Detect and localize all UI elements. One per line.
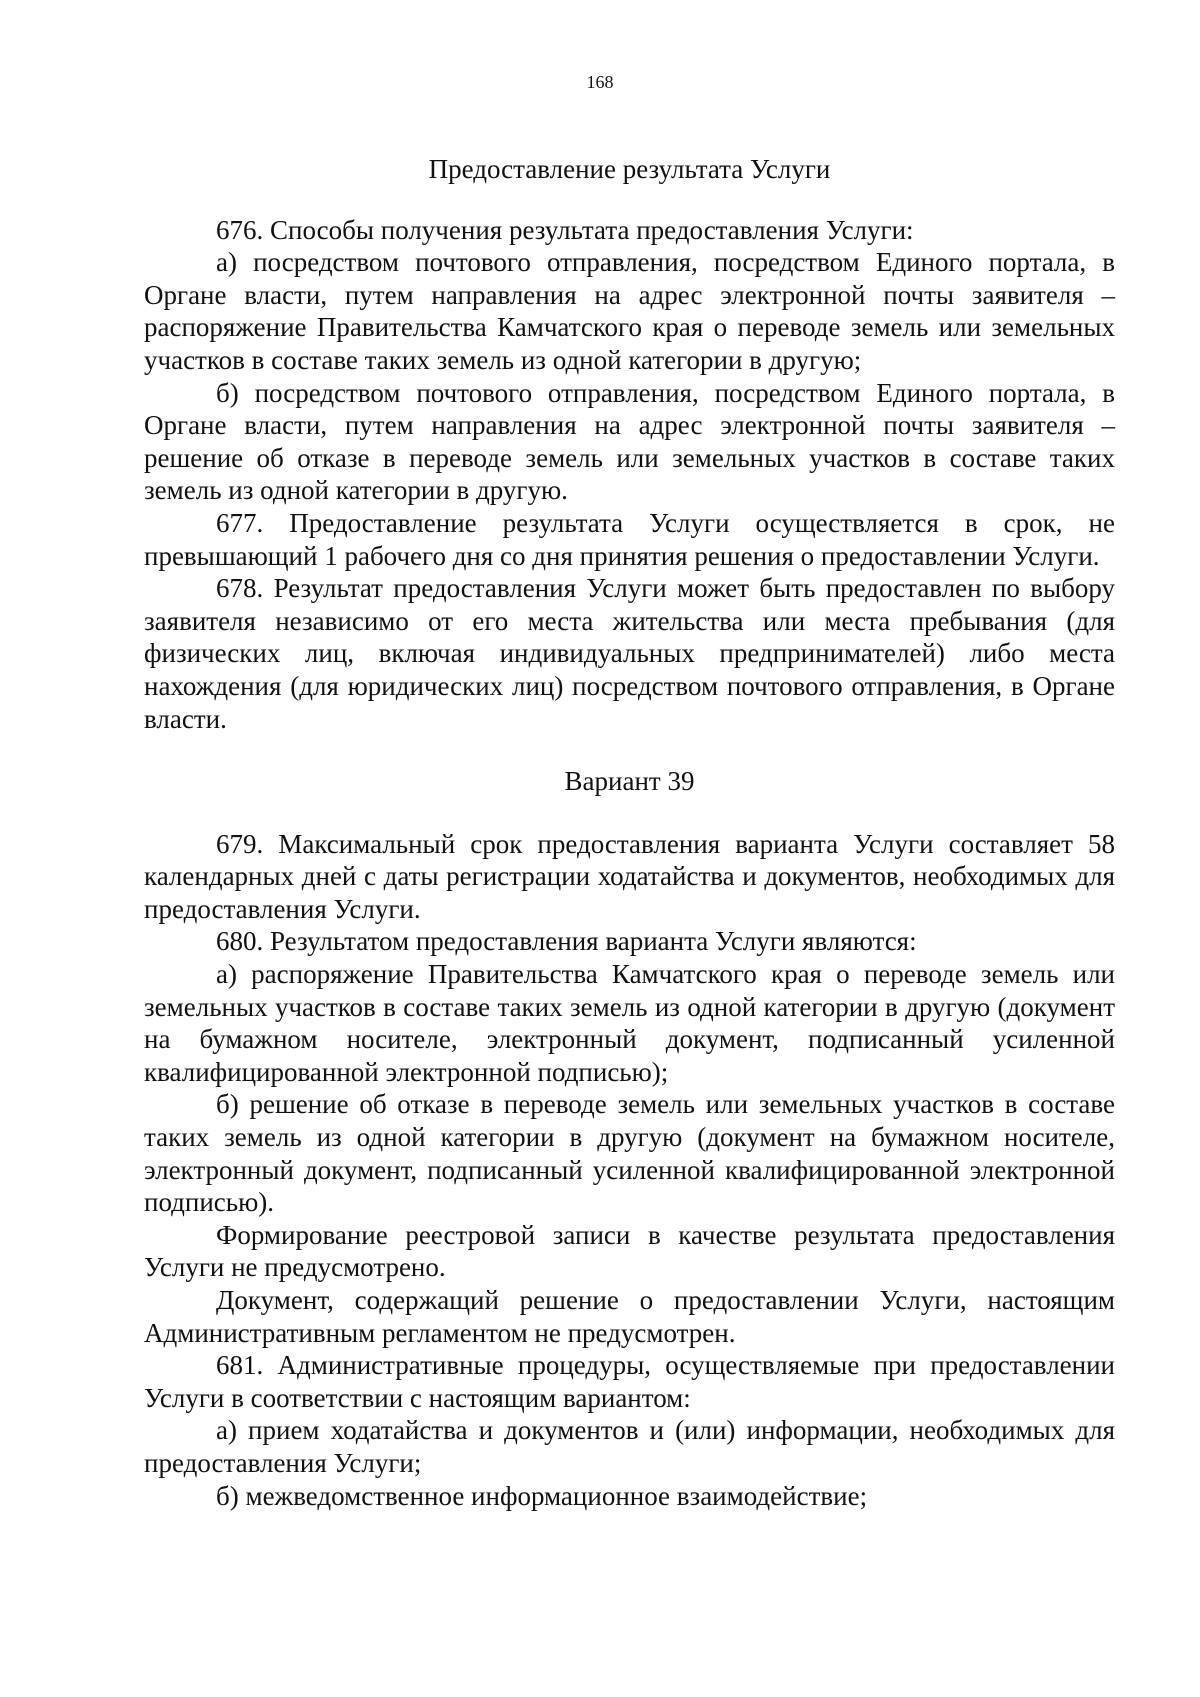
paragraph-680: 680. Результатом предоставления варианта Услуги являются: [216, 926, 917, 957]
paragraph-681: 681. Административные процедуры, осуществляемые при предоставлении Услуги в соответствии с настоящим вариантом: [144, 1350, 1115, 1413]
paragraph-681-b: б) межведомственное информационное взаимодействие; [216, 1480, 868, 1511]
page-number: 168 [586, 72, 614, 92]
page-content [144, 153, 1115, 1512]
section-heading-variant-39: Вариант 39 [564, 766, 695, 797]
paragraph-676-a: а) посредством почтового отправления, посредством Единого портала, в Органе власти, путем направления на адрес электронной почты заявителя – распоряжение Правительства Камчатского края о переводе земель или земельных участков в составе таких земель из одной категории в другую; [144, 247, 1115, 375]
paragraph-677: 677. Предоставление результата Услуги осуществляется в срок, не превышающий 1 рабочего дня со дня принятия решения о предоставлении Услуги. [144, 507, 1115, 571]
section-result-body [144, 214, 1115, 736]
section-variant-39-body [144, 828, 1115, 1512]
paragraph-registry-record: Формирование реестровой записи в качестве результата предоставления Услуги не предусмотрено. [144, 1219, 1115, 1283]
paragraph-676: 676. Способы получения результата предоставления Услуги: [216, 214, 914, 245]
paragraph-680-b: б) решение об отказе в переводе земель или земельных участков в составе таких земель из одной категории в другую (документ на бумажном носителе, электронный документ, подписанный усиленной квалифицированной электронной подписью). [144, 1089, 1115, 1218]
paragraph-681-a: а) прием ходатайства и документов и (или) информации, необходимых для предоставления Услуги; [144, 1415, 1115, 1478]
paragraph-680-a: а) распоряжение Правительства Камчатского края о переводе земель или земельных участков в составе таких земель из одной категории в другую (документ на бумажном носителе, электронный документ, подписанный усиленной квалифицированной электронной подписью); [144, 959, 1115, 1087]
section-heading-result: Предоставление результата Услуги [428, 154, 831, 184]
paragraph-678: 678. Результат предоставления Услуги может быть предоставлен по выбору заявителя независимо от его места жительства или места пребывания (для физических лиц, включая индивидуальных предпринимателей) либо места нахождения (для юридических лиц) посредством почтового отправления, в Органе власти. [144, 573, 1115, 734]
paragraph-decision-document: Документ, содержащий решение о предоставлении Услуги, настоящим Административным регламентом не предусмотрен. [144, 1285, 1115, 1348]
paragraph-676-b: б) посредством почтового отправления, посредством Единого портала, в Органе власти, путем направления на адрес электронной почты заявителя – решение об отказе в переводе земель или земельных участков в составе таких земель из одной категории в другую. [144, 377, 1115, 506]
paragraph-679: 679. Максимальный срок предоставления варианта Услуги составляет 58 календарных дней с даты регистрации ходатайства и документов, необходимых для предоставления Услуги. [144, 828, 1115, 924]
